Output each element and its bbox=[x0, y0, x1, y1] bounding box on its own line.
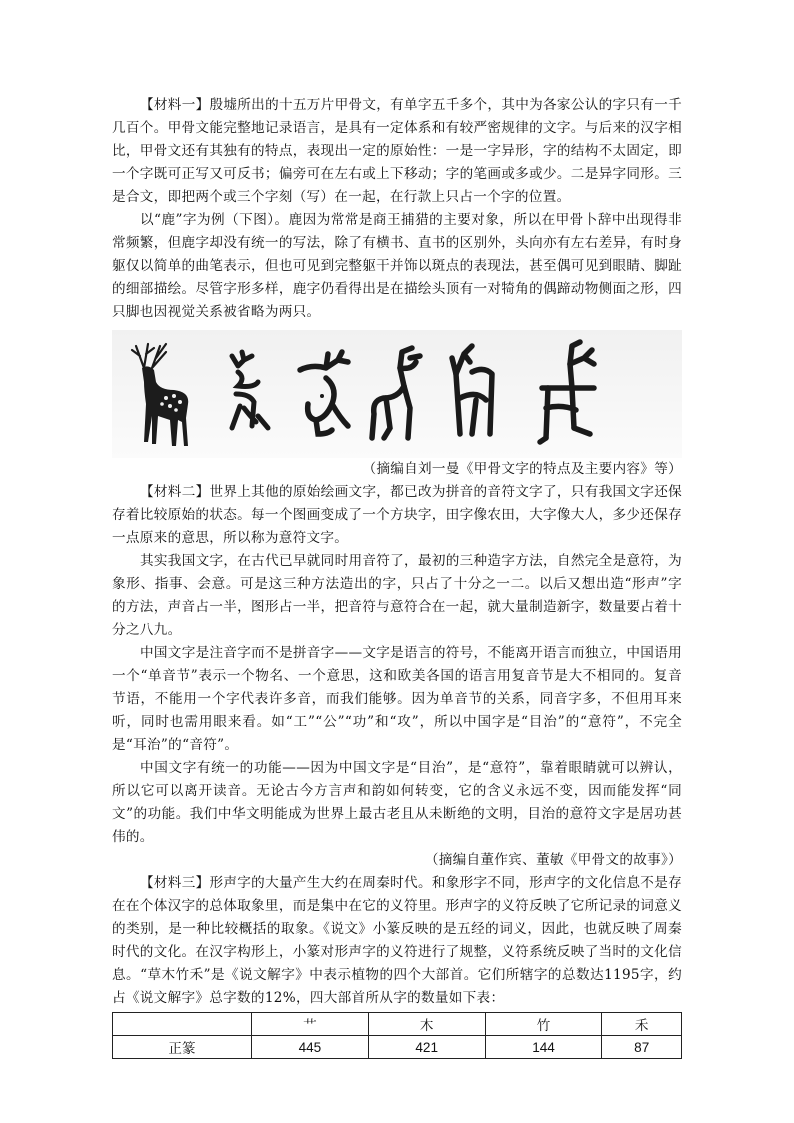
table-header-row bbox=[113, 1013, 682, 1036]
table-header-cell: 木 bbox=[368, 1013, 485, 1036]
table-cell: 421 bbox=[368, 1036, 485, 1059]
deer-glyph-5 bbox=[532, 338, 602, 450]
material2-paragraph-2: 其实我国文字，在古代已早就同时用音符了，最初的三种造字方法，自然完全是意符，为象形、指事、会意。可是这三种方法造出的字，只占了十分之一二。以后又想出造“形声”字的方法，声音占一半，图形占一半，把音符与意符合在一起，就大量制造新字，数量要占着十分之八九。 bbox=[112, 553, 682, 638]
radical-count-table bbox=[112, 1012, 682, 1059]
table-header-cell: 竹 bbox=[485, 1013, 602, 1036]
deer-drawing bbox=[126, 338, 196, 450]
material1-paragraph-2: 以“鹿”字为例（下图）。鹿因为常常是商王捕猎的主要对象，所以在甲骨卜辞中出现得非常频繁，但鹿字却没有统一的写法，除了有横书、直书的区别外，头向亦有左右差异，有时身躯仅以简单的曲笔表示，但也可见到完整躯干并饰以斑点的表现法，甚至偶可见到眼睛、脚趾的细部描绘。尽管字形多样，鹿字仍看得出是在描绘头顶有一对犄角的偶蹄动物侧面之形，四只脚也因视觉关系被省略为两只。 bbox=[112, 212, 682, 320]
table-row bbox=[113, 1036, 682, 1059]
table-header-cell: 艹 bbox=[252, 1013, 369, 1036]
material1-paragraph-1: 【材料一】殷墟所出的十五万片甲骨文，有单字五千多个，其中为各家公认的字只有一千几百个。甲骨文能完整地记录语言，是具有一定体系和有较严密规律的文字。与后来的汉字相比，甲骨文还有其独有的特点，表现出一定的原始性：一是一字异形，字的结构不太固定，即一个字既可正写又可反书；偏旁可在左右或上下移动；字的笔画或多或少。二是异字同形。三是合文，即把两个或三个字刻（写）在一起，在行款上只占一个字的位置。 bbox=[112, 97, 682, 205]
table-cell: 445 bbox=[252, 1036, 369, 1059]
table-cell: 87 bbox=[602, 1036, 682, 1059]
deer-oracle-bone-figure bbox=[112, 330, 682, 458]
material2-paragraph-4: 中国文字有统一的功能——因为中国文字是“目治”，是“意符”，靠着眼睛就可以辨认，所以它可以离开读音。无论古今方言声和韵如何转变，它的含义永远不变，因而能发挥“同文”的功能。我们中华文明能成为世界上最古老且从未断绝的文明，目治的意符文字是居功甚伟的。 bbox=[112, 760, 682, 845]
material2-paragraph-1: 【材料二】世界上其他的原始绘画文字，都已改为拼音的音符文字了，只有我国文字还保存着比较原始的状态。每一个图画变成了一个方块字，田字像农田，大字像大人，多少还保存一点原来的意思，所以称为意符文字。 bbox=[112, 484, 682, 546]
material2-source: （摘编自董作宾、董敏《甲骨文的故事》） bbox=[424, 852, 682, 868]
document-page bbox=[112, 94, 682, 1059]
material1-source: （摘编自刘一曼《甲骨文字的特点及主要内容》等） bbox=[362, 461, 682, 477]
table-cell: 144 bbox=[485, 1036, 602, 1059]
deer-glyph-1 bbox=[224, 338, 278, 450]
table-header-cell: 禾 bbox=[602, 1013, 682, 1036]
table-row-label: 正篆 bbox=[113, 1036, 252, 1059]
material2-paragraph-3: 中国文字是注音字而不是拼音字——文字是语言的符号，不能离开语言而独立，中国语用一个“单音节”表示一个物名、一个意思，这和欧美各国的语言用复音节是大不相同的。复音节语，不能用一个字代表许多音，而我们能够。因为单音节的关系，同音字多，不但用耳来听，同时也需用眼来看。如“工”“公”“功”和“攻”，所以中国字是“目治”的“意符”，不完全是“耳治”的“音符”。 bbox=[112, 645, 682, 753]
material3-paragraph-1: 【材料三】形声字的大量产生大约在周秦时代。和象形字不同，形声字的文化信息不是存在在个体汉字的总体取象里，而是集中在它的义符里。形声字的义符反映了它所记录的词意义的类别，是一种比较概括的取象。《说文》小篆反映的是五经的词义，因此，也就反映了周秦时代的文化。在汉字构形上，小篆对形声字的义符进行了规整，义符系统反映了当时的文化信息。“草木竹禾”是《说文解字》中表示植物的四个大部首。它们所辖字的总数达1195字，约占《说文解字》总字数的12%，四大部首所从字的数量如下表： bbox=[112, 875, 682, 1006]
deer-glyph-4 bbox=[442, 338, 508, 450]
deer-glyph-2 bbox=[292, 338, 356, 450]
table-header-cell bbox=[113, 1013, 252, 1036]
deer-glyph-3 bbox=[362, 338, 428, 450]
